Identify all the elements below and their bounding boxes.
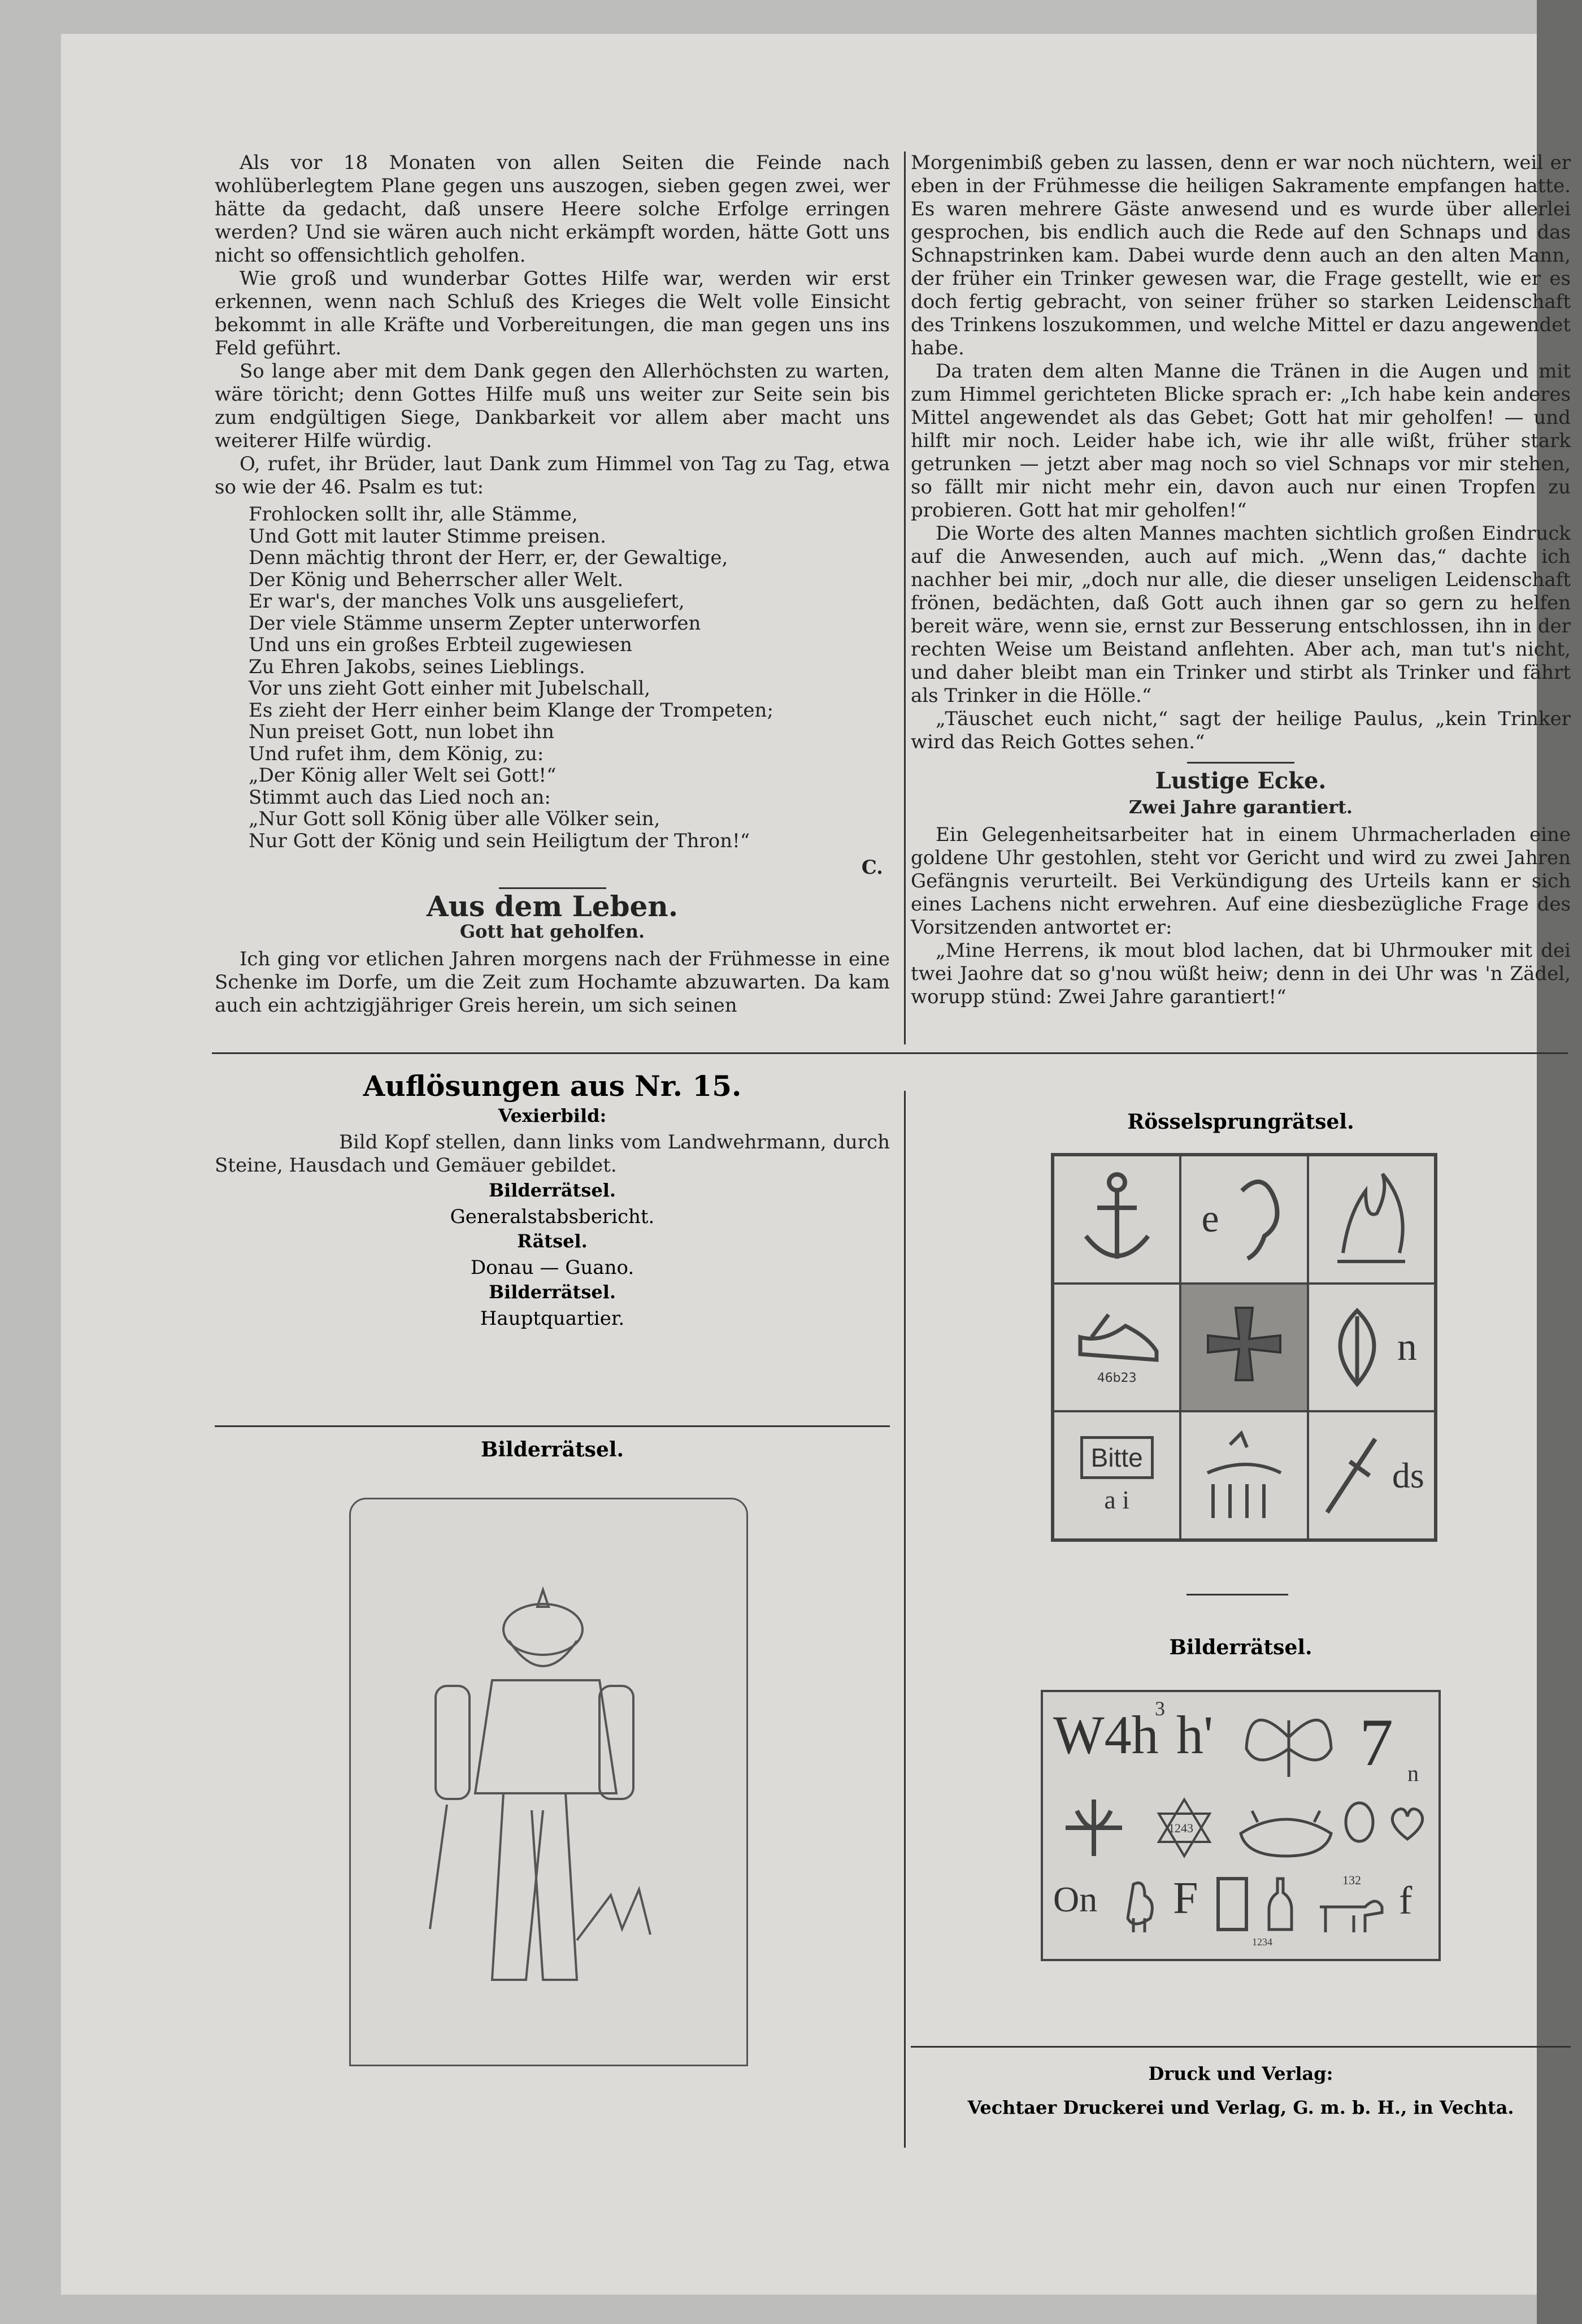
article-paragraph: „Täuschet euch nicht,“ sagt der heilige Paulus, „kein Trinker wird das Reich Gottes sehen.“ [911,708,1571,753]
right-column-article [911,151,1571,1009]
solutions-title: Auflösungen aus Nr. 15. [363,1069,742,1103]
puzzle-number-132: 132 [1342,1873,1361,1887]
poem-line: „Nur Gott soll König über alle Völker sein, [249,808,660,830]
shoe-icon [1069,1309,1165,1371]
puzzle-letter-n: n [1407,1761,1419,1786]
heart-icon [1388,1805,1427,1845]
puzzle-text-on: On [1053,1879,1098,1919]
section-separator [212,1052,1568,1054]
article-paragraph: Wie groß und wunderbar Gottes Hilfe war, werden wir erst erkennen, wenn nach Schluß des Krieges die Welt volle Einsicht bekommt in alle Kräfte und Vorbereitungen, die man gegen uns ins Feld geführt. [215,267,890,359]
grid-letter: e [1201,1197,1219,1241]
solution-answer [215,1131,890,1177]
puzzle-text-f: F [1173,1874,1198,1923]
poem-line: Der viele Stämme unserm Zepter unterworfen [249,612,701,635]
iron-cross-icon [1196,1299,1292,1395]
rooster-icon [1116,1873,1162,1935]
imprint-line-1: Druck und Verlag: [1148,2063,1333,2084]
grid-cell-iron-cross [1180,1284,1307,1412]
puzzle-text-7: 7 [1359,1705,1393,1780]
aus-dem-leben-title: Aus dem Leben. [426,890,679,923]
section-separator [215,1425,890,1427]
anchor-cross-icon [1054,1794,1133,1862]
puzzle-superscript: 3 [1155,1697,1165,1720]
grid-cell-sword [1308,1411,1435,1540]
section-divider [1186,1594,1288,1595]
puzzle-number-1234: 1234 [1252,1936,1272,1948]
article-paragraph: Ein Gelegenheitsarbeiter hat in einem Uhrmacherladen eine goldene Uhr gestohlen, steht vor Gericht und wird zu zwei Jahren Gefängnis verurteilt. Bei Verkündigung des Urteils kann er sich eines Lachens nicht erwehren. Auf eine diesbezügliche Frage des Vorsitzenden antwortet er: [911,823,1571,939]
column-divider [904,1091,906,2148]
solution-heading: Bilderrätsel. [489,1281,616,1303]
solutions-section [215,1067,890,1330]
solution-heading: Vexierbild: [498,1105,607,1126]
bitte-sign: Bitte [1080,1436,1154,1479]
poem-line: Und rufet ihm, dem König, zu: [249,742,544,765]
lustige-ecke-title: Lustige Ecke. [1155,768,1327,794]
sword-icon [1319,1430,1387,1521]
right-picture-puzzle-frame [1041,1690,1441,1961]
soldier-puzzle-title: Bilderrätsel. [480,1438,624,1462]
poem-line: Vor uns zieht Gott einher mit Jubelschall, [249,677,651,700]
section-divider [1187,762,1294,764]
article-paragraph: Da traten dem alten Manne die Tränen in die Augen und mit zum Himmel gerichteten Blicke sprach er: „Ich habe kein anderes Mittel angewendet als das Gebet; Gott hat mir geholfen! — und hilft mir noch. Leider habe ich, wie ihr alle wißt, früher stark getrunken — jetzt aber mag noch so viel Schnaps vor mir stehen, so fällt mir nicht mehr ein, davon auch nur einen Tropfen zu probieren. Gott hat mir geholfen!“ [911,360,1571,522]
footer-separator [911,2046,1571,2048]
imprint-line-2: Vechtaer Druckerei und Verlag, G. m. b. H., in Vechta. [967,2097,1514,2118]
soldier-illustration [351,1499,746,2065]
poem-line: Es zieht der Herr einher beim Klange der Trompeten; [249,699,773,722]
grid-cell-ear [1180,1155,1307,1284]
poem-line: Frohlocken sollt ihr, alle Stämme, [249,503,578,526]
lustige-ecke-subtitle: Zwei Jahre garantiert. [1128,796,1353,818]
poem-line: Nun preiset Gott, nun lobet ihn [249,721,554,743]
grid-number: 46b23 [1097,1371,1137,1386]
bottle-icon [1263,1873,1297,1935]
puzzle-text-h: h' [1176,1705,1214,1765]
puzzle-letter-f: f [1399,1879,1412,1923]
soldier-puzzle-frame [349,1498,748,2066]
section-divider [499,887,606,889]
article-paragraph: Ich ging vor etlichen Jahren morgens nach der Frühmesse in eine Schenke im Dorfe, um die Zeit zum Hochamte abzuwarten. Da kam auch ein achtzigjähriger Greis herein, um sich seinen [215,948,890,1017]
grid-cell-bitte [1053,1411,1180,1540]
butterfly-icon [1241,1703,1337,1788]
poem-line: Und uns ein großes Erbteil zugewiesen [249,634,632,656]
solution-answer: Hauptquartier. [480,1307,625,1330]
article-signature: C. [861,856,883,879]
article-paragraph: So lange aber mit dem Dank gegen den Allerhöchsten zu warten, wäre töricht; denn Gottes Hilfe muß uns weiter zur Seite sein bis zum endgültigen Siege, Dankbarkeit vor allem aber macht uns weiterer Hilfe würdig. [215,360,890,452]
solution-answer-text: Bild Kopf stellen, dann links vom Landwehrmann, durch Steine, Hausdach und Gemäuer gebildet. [215,1131,890,1177]
poem-line: Er war's, der manches Volk uns ausgeliefert, [249,590,685,613]
leaf-icon [1326,1305,1388,1390]
grid-cell-shoe [1053,1284,1180,1412]
goat-icon [1309,1884,1388,1941]
door-icon [1212,1873,1252,1935]
right-picture-puzzle-title: Bilderrätsel. [1169,1636,1312,1659]
main-article [215,151,890,1017]
roesselsprung-grid [1051,1153,1437,1542]
puzzle-number-1243: 1243 [1168,1821,1193,1835]
basket-icon [1235,1800,1337,1862]
article-paragraph: O, rufet, ihr Brüder, laut Dank zum Himmel von Tag zu Tag, etwa so wie der 46. Psalm es tut: [215,453,890,498]
poem-line: Und Gott mit lauter Stimme preisen. [249,524,606,548]
egg-icon [1342,1800,1376,1845]
column-divider [904,151,906,1044]
article-paragraph: Die Worte des alten Mannes machten sichtlich großen Eindruck auf die Anwesenden, auch auf mich. „Wenn das,“ dachte ich nachher bei mir, „doch nur alle, die dieser unseligen Leidenschaft frönen, bedächten, daß Gott auch ihnen gar so gern zu helfen bereit wäre, wenn sie, ernst zur Besserung entschlossen, ihn in der rechten Weise um Beistand anflehten. Aber ach, man tut's nicht, und daher bleibt man ein Trinker und stirbt als Trinker und fährt als Trinker in die Hölle.“ [911,522,1571,707]
poem-line: Denn mächtig thront der Herr, er, der Gewaltige, [249,547,728,569]
grid-cell-leaf [1308,1284,1435,1412]
solution-answer: Generalstabsbericht. [450,1206,655,1228]
article-paragraph: Als vor 18 Monaten von allen Seiten die Feinde nach wohlüberlegtem Plane gegen uns auszogen, sieben gegen zwei, wer hätte da gedacht, daß unsere Heere solche Erfolge erringen werden? Und sie wären auch nicht erkämpft worden, hätte Gott uns nicht so offensichtlich geholfen. [215,151,890,267]
poem-line: Stimmt auch das Lied noch an: [249,786,551,809]
poem-line: Zu Ehren Jakobs, seines Lieblings. [249,655,585,678]
grid-cell-landscape [1180,1411,1307,1540]
puzzle-text-w4h: W4h [1053,1705,1159,1765]
solution-heading: Bilderrätsel. [489,1180,616,1201]
psalm-poem [249,504,890,852]
ear-icon [1231,1174,1287,1264]
article-paragraph: Morgenimbiß geben zu lassen, denn er war noch nüchtern, weil er eben in der Frühmesse die heiligen Sakramente empfangen hatte. Es waren mehrere Gäste anwesend und es wurde über allerlei gesprochen, bis endlich auch die Rede auf den Schnaps und das Schnapstrinken kam. Dabei wurde denn auch an den alten Mann, der früher ein Trinker gewesen war, die Frage gestellt, wie er es doch fertig gebracht, von seiner früher so starken Leidenschaft des Trinkens loszukommen, und welche Mittel er dazu angewendet habe. [911,151,1571,359]
grid-cell-fire [1308,1155,1435,1284]
aus-dem-leben-subtitle: Gott hat geholfen. [459,921,645,942]
poem-line: Der König und Beherrscher aller Welt. [249,568,624,591]
poem-line: Nur Gott der König und sein Heiligtum der Thron!“ [249,829,750,852]
grid-letter: n [1397,1325,1417,1369]
grid-cell-anchor [1053,1155,1180,1284]
solution-heading: Rätsel. [517,1230,588,1252]
grid-letters: ds [1392,1455,1424,1495]
solution-answer: Donau — Guano. [470,1256,634,1279]
poem-line: „Der König aller Welt sei Gott!“ [249,764,557,787]
grid-letters: a i [1104,1485,1130,1515]
roesselsprung-title: Rösselsprungrätsel. [1127,1110,1354,1134]
landscape-icon [1196,1428,1292,1524]
fire-icon [1326,1168,1416,1270]
article-paragraph: „Mine Herrens, ik mout blod lachen, dat bi Uhrmouker mit dei twei Jaohre dat so g'nou wüßt heiw; denn in dei Uhr was 'n Zädel, worupp stünd: Zwei Jahre garantiert!“ [911,939,1571,1008]
anchor-icon [1075,1168,1159,1270]
